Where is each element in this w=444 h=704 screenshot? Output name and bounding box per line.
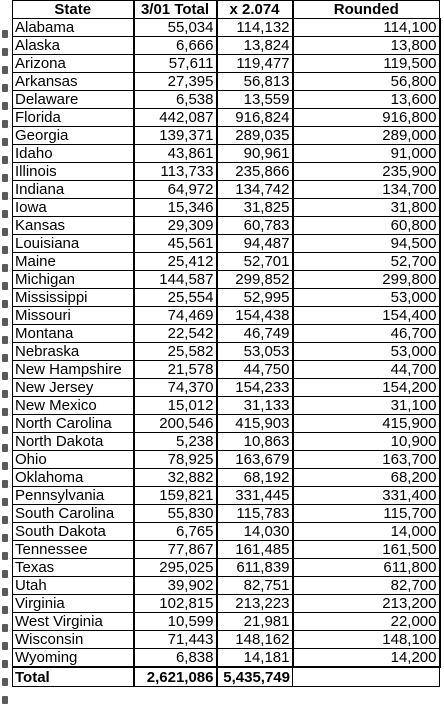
- state-cell[interactable]: Pennsylvania: [13, 487, 134, 505]
- multiplied-cell[interactable]: 52,995: [217, 289, 293, 307]
- row-marker-icon: [2, 192, 8, 200]
- multiplied-cell[interactable]: 68,192: [217, 469, 293, 487]
- total-cell[interactable]: 25,554: [134, 289, 217, 307]
- row-marker-icon: [2, 390, 8, 398]
- table-row: [13, 613, 440, 631]
- multiplied-cell[interactable]: 82,751: [217, 577, 293, 595]
- table-row: [13, 541, 440, 559]
- table-row: [13, 397, 440, 415]
- rounded-cell[interactable]: 235,900: [293, 163, 440, 181]
- state-cell[interactable]: Tennessee: [13, 541, 134, 559]
- total-cell[interactable]: 10,599: [134, 613, 217, 631]
- total-cell[interactable]: 113,733: [134, 163, 217, 181]
- rounded-cell[interactable]: 53,000: [293, 343, 440, 361]
- multiplied-cell[interactable]: 14,030: [217, 523, 293, 541]
- table-row: [13, 91, 440, 109]
- state-cell[interactable]: Alaska: [13, 37, 134, 55]
- row-marker-icon: [2, 246, 8, 254]
- header-state[interactable]: State: [13, 1, 134, 19]
- row-marker-icon: [2, 660, 8, 668]
- multiplied-cell[interactable]: 56,813: [217, 73, 293, 91]
- row-marker-icon: [2, 48, 8, 56]
- row-marker-icon: [2, 570, 8, 578]
- header-total[interactable]: 3/01 Total: [134, 1, 217, 19]
- multiplied-cell[interactable]: 415,903: [217, 415, 293, 433]
- total-cell[interactable]: 6,838: [134, 649, 217, 668]
- row-marker-icon: [2, 300, 8, 308]
- table-row: [13, 631, 440, 649]
- total-cell[interactable]: 39,902: [134, 577, 217, 595]
- total-cell[interactable]: 43,861: [134, 145, 217, 163]
- row-marker-icon: [2, 624, 8, 632]
- state-cell[interactable]: Wisconsin: [13, 631, 134, 649]
- total-cell[interactable]: 295,025: [134, 559, 217, 577]
- row-marker-icon: [2, 318, 8, 326]
- header-multiplied[interactable]: x 2.074: [217, 1, 293, 19]
- multiplied-cell[interactable]: 154,438: [217, 307, 293, 325]
- table-row: [13, 235, 440, 253]
- rounded-cell[interactable]: 415,900: [293, 415, 440, 433]
- rounded-cell[interactable]: 289,000: [293, 127, 440, 145]
- rounded-cell[interactable]: 14,000: [293, 523, 440, 541]
- table-row: [13, 577, 440, 595]
- total-cell[interactable]: 159,821: [134, 487, 217, 505]
- state-cell[interactable]: West Virginia: [13, 613, 134, 631]
- state-cell[interactable]: South Carolina: [13, 505, 134, 523]
- row-marker-icon: [2, 30, 8, 38]
- total-cell[interactable]: 64,972: [134, 181, 217, 199]
- row-marker-icon: [2, 444, 8, 452]
- row-marker-icon: [2, 336, 8, 344]
- rounded-cell[interactable]: 13,800: [293, 37, 440, 55]
- state-cell[interactable]: Wyoming: [13, 649, 134, 668]
- total-cell[interactable]: 6,538: [134, 91, 217, 109]
- multiplied-cell[interactable]: 115,783: [217, 505, 293, 523]
- row-marker-icon: [2, 678, 8, 686]
- total-cell[interactable]: 25,582: [134, 343, 217, 361]
- row-marker-icon: [2, 606, 8, 614]
- rounded-cell[interactable]: 916,800: [293, 109, 440, 127]
- multiplied-cell[interactable]: 53,053: [217, 343, 293, 361]
- row-marker-icon: [2, 696, 8, 704]
- row-marker-icon: [2, 282, 8, 290]
- state-totals-table: [12, 0, 441, 687]
- row-marker-icon: [2, 516, 8, 524]
- table-row: [13, 307, 440, 325]
- total-cell[interactable]: 29,309: [134, 217, 217, 235]
- multiplied-cell[interactable]: 13,559: [217, 91, 293, 109]
- total-cell[interactable]: 102,815: [134, 595, 217, 613]
- state-cell[interactable]: New Hampshire: [13, 361, 134, 379]
- rounded-cell[interactable]: 134,700: [293, 181, 440, 199]
- total-cell[interactable]: 32,882: [134, 469, 217, 487]
- multiplied-cell[interactable]: 60,783: [217, 217, 293, 235]
- multiplied-cell[interactable]: 44,750: [217, 361, 293, 379]
- state-cell[interactable]: Arkansas: [13, 73, 134, 91]
- table-row: [13, 451, 440, 469]
- rounded-cell[interactable]: 94,500: [293, 235, 440, 253]
- state-cell[interactable]: Oklahoma: [13, 469, 134, 487]
- multiplied-cell[interactable]: 114,132: [217, 19, 293, 37]
- row-marker-icon: [2, 588, 8, 596]
- multiplied-cell[interactable]: 52,701: [217, 253, 293, 271]
- state-cell[interactable]: Kansas: [13, 217, 134, 235]
- state-cell[interactable]: Delaware: [13, 91, 134, 109]
- state-cell[interactable]: Michigan: [13, 271, 134, 289]
- state-cell[interactable]: Iowa: [13, 199, 134, 217]
- multiplied-cell[interactable]: 21,981: [217, 613, 293, 631]
- total-cell[interactable]: 144,587: [134, 271, 217, 289]
- multiplied-cell[interactable]: 31,825: [217, 199, 293, 217]
- table-row: [13, 181, 440, 199]
- rounded-cell[interactable]: 91,000: [293, 145, 440, 163]
- total-row: [13, 667, 440, 687]
- rounded-cell[interactable]: 611,800: [293, 559, 440, 577]
- multiplied-cell[interactable]: 10,863: [217, 433, 293, 451]
- total-cell[interactable]: 71,443: [134, 631, 217, 649]
- row-marker-icon: [2, 138, 8, 146]
- state-cell[interactable]: New Jersey: [13, 379, 134, 397]
- table-row: [13, 595, 440, 613]
- row-marker-icon: [2, 426, 8, 434]
- state-cell[interactable]: Illinois: [13, 163, 134, 181]
- state-cell[interactable]: Florida: [13, 109, 134, 127]
- table-row: [13, 199, 440, 217]
- row-marker-icon: [2, 354, 8, 362]
- row-marker-icon: [2, 174, 8, 182]
- multiplied-cell[interactable]: 148,162: [217, 631, 293, 649]
- total-cell[interactable]: 6,765: [134, 523, 217, 541]
- rounded-cell[interactable]: 163,700: [293, 451, 440, 469]
- table-row: [13, 73, 440, 91]
- table-row: [13, 325, 440, 343]
- total-cell[interactable]: 5,238: [134, 433, 217, 451]
- table-row: [13, 145, 440, 163]
- total-rounded-cell[interactable]: [293, 667, 440, 687]
- multiplied-cell[interactable]: 331,445: [217, 487, 293, 505]
- row-marker-icon: [2, 84, 8, 92]
- total-cell[interactable]: 55,830: [134, 505, 217, 523]
- total-label-cell[interactable]: Total: [13, 667, 134, 687]
- row-marker-icon: [2, 156, 8, 164]
- table-row: [13, 289, 440, 307]
- rounded-cell[interactable]: 148,100: [293, 631, 440, 649]
- multiplied-cell[interactable]: 31,133: [217, 397, 293, 415]
- rounded-cell[interactable]: 14,200: [293, 649, 440, 668]
- row-marker-icon: [2, 408, 8, 416]
- total-cell[interactable]: 442,087: [134, 109, 217, 127]
- state-cell[interactable]: Georgia: [13, 127, 134, 145]
- multiplied-cell[interactable]: 163,679: [217, 451, 293, 469]
- state-cell[interactable]: Mississippi: [13, 289, 134, 307]
- row-marker-icon: [2, 120, 8, 128]
- header-row: [13, 1, 440, 19]
- table-row: [13, 271, 440, 289]
- table-row: [13, 523, 440, 541]
- multiplied-cell[interactable]: 94,487: [217, 235, 293, 253]
- multiplied-cell[interactable]: 134,742: [217, 181, 293, 199]
- row-marker-icon: [2, 372, 8, 380]
- state-cell[interactable]: Indiana: [13, 181, 134, 199]
- total-cell[interactable]: 200,546: [134, 415, 217, 433]
- multiplied-cell[interactable]: 14,181: [217, 649, 293, 668]
- total-cell[interactable]: 6,666: [134, 37, 217, 55]
- multiplied-cell[interactable]: 161,485: [217, 541, 293, 559]
- multiplied-cell[interactable]: 213,223: [217, 595, 293, 613]
- row-marker-icon: [2, 552, 8, 560]
- total-multiplied-cell[interactable]: 5,435,749: [217, 667, 293, 687]
- total-cell[interactable]: 77,867: [134, 541, 217, 559]
- table-row: [13, 559, 440, 577]
- table-row: [13, 127, 440, 145]
- state-cell[interactable]: Maine: [13, 253, 134, 271]
- multiplied-cell[interactable]: 611,839: [217, 559, 293, 577]
- table-row: [13, 163, 440, 181]
- multiplied-cell[interactable]: 119,477: [217, 55, 293, 73]
- state-cell[interactable]: Virginia: [13, 595, 134, 613]
- row-marker-icon: [2, 264, 8, 272]
- total-cell[interactable]: 21,578: [134, 361, 217, 379]
- state-cell[interactable]: North Dakota: [13, 433, 134, 451]
- row-marker-icon: [2, 66, 8, 74]
- multiplied-cell[interactable]: 299,852: [217, 271, 293, 289]
- state-cell[interactable]: South Dakota: [13, 523, 134, 541]
- header-rounded[interactable]: Rounded: [293, 1, 440, 19]
- total-cell[interactable]: 55,034: [134, 19, 217, 37]
- total-cell[interactable]: 74,469: [134, 307, 217, 325]
- total-cell[interactable]: 78,925: [134, 451, 217, 469]
- state-cell[interactable]: Montana: [13, 325, 134, 343]
- table-row: [13, 469, 440, 487]
- row-marker-icon: [2, 462, 8, 470]
- rounded-cell[interactable]: 31,800: [293, 199, 440, 217]
- state-cell[interactable]: Alabama: [13, 19, 134, 37]
- state-cell[interactable]: Missouri: [13, 307, 134, 325]
- rounded-cell[interactable]: 82,700: [293, 577, 440, 595]
- table-row: [13, 19, 440, 37]
- rounded-cell[interactable]: 56,800: [293, 73, 440, 91]
- rounded-cell[interactable]: 10,900: [293, 433, 440, 451]
- table-row: [13, 361, 440, 379]
- rounded-cell[interactable]: 299,800: [293, 271, 440, 289]
- rounded-cell[interactable]: 52,700: [293, 253, 440, 271]
- state-cell[interactable]: Louisiana: [13, 235, 134, 253]
- state-cell[interactable]: Idaho: [13, 145, 134, 163]
- state-cell[interactable]: North Carolina: [13, 415, 134, 433]
- table-row: [13, 343, 440, 361]
- rounded-cell[interactable]: 53,000: [293, 289, 440, 307]
- rounded-cell[interactable]: 114,100: [293, 19, 440, 37]
- rounded-cell[interactable]: 154,400: [293, 307, 440, 325]
- rounded-cell[interactable]: 22,000: [293, 613, 440, 631]
- total-cell[interactable]: 57,611: [134, 55, 217, 73]
- state-cell[interactable]: Ohio: [13, 451, 134, 469]
- state-cell[interactable]: New Mexico: [13, 397, 134, 415]
- total-cell[interactable]: 15,346: [134, 199, 217, 217]
- multiplied-cell[interactable]: 235,866: [217, 163, 293, 181]
- rounded-cell[interactable]: 213,200: [293, 595, 440, 613]
- row-marker-icon: [2, 480, 8, 488]
- rounded-cell[interactable]: 119,500: [293, 55, 440, 73]
- table-row: [13, 415, 440, 433]
- rounded-cell[interactable]: 68,200: [293, 469, 440, 487]
- multiplied-cell[interactable]: 916,824: [217, 109, 293, 127]
- total-cell[interactable]: 27,395: [134, 73, 217, 91]
- total-cell[interactable]: 22,542: [134, 325, 217, 343]
- multiplied-cell[interactable]: 289,035: [217, 127, 293, 145]
- table-row: [13, 109, 440, 127]
- rounded-cell[interactable]: 60,800: [293, 217, 440, 235]
- table-row: [13, 55, 440, 73]
- multiplied-cell[interactable]: 46,749: [217, 325, 293, 343]
- multiplied-cell[interactable]: 13,824: [217, 37, 293, 55]
- rounded-cell[interactable]: 13,600: [293, 91, 440, 109]
- rounded-cell[interactable]: 331,400: [293, 487, 440, 505]
- total-cell[interactable]: 15,012: [134, 397, 217, 415]
- row-marker-icon: [2, 498, 8, 506]
- total-cell[interactable]: 74,370: [134, 379, 217, 397]
- rounded-cell[interactable]: 115,700: [293, 505, 440, 523]
- table-row: [13, 505, 440, 523]
- total-cell[interactable]: 45,561: [134, 235, 217, 253]
- state-cell[interactable]: Nebraska: [13, 343, 134, 361]
- table-row: [13, 487, 440, 505]
- state-cell[interactable]: Utah: [13, 577, 134, 595]
- table-row: [13, 217, 440, 235]
- row-marker-icon: [2, 210, 8, 218]
- table-row: [13, 253, 440, 271]
- table-row: [13, 433, 440, 451]
- rounded-cell[interactable]: 161,500: [293, 541, 440, 559]
- row-marker-icon: [2, 642, 8, 650]
- row-gutter: [0, 0, 12, 694]
- row-marker-icon: [2, 534, 8, 542]
- state-cell[interactable]: Texas: [13, 559, 134, 577]
- rounded-cell[interactable]: 46,700: [293, 325, 440, 343]
- table-row: [13, 649, 440, 668]
- table-row: [13, 37, 440, 55]
- total-sum-cell[interactable]: 2,621,086: [134, 667, 217, 687]
- row-marker-icon: [2, 228, 8, 236]
- multiplied-cell[interactable]: 90,961: [217, 145, 293, 163]
- rounded-cell[interactable]: 31,100: [293, 397, 440, 415]
- state-cell[interactable]: Arizona: [13, 55, 134, 73]
- rounded-cell[interactable]: 44,700: [293, 361, 440, 379]
- total-cell[interactable]: 25,412: [134, 253, 217, 271]
- table-row: [13, 379, 440, 397]
- multiplied-cell[interactable]: 154,233: [217, 379, 293, 397]
- rounded-cell[interactable]: 154,200: [293, 379, 440, 397]
- total-cell[interactable]: 139,371: [134, 127, 217, 145]
- row-marker-icon: [2, 102, 8, 110]
